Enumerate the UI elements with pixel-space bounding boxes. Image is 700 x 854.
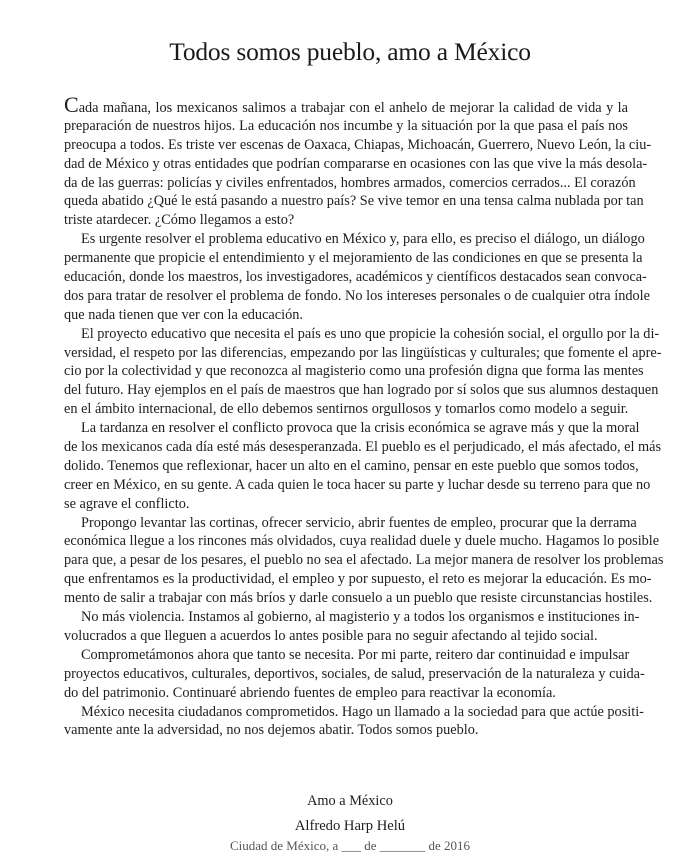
text-line: Comprometámonos ahora que tanto se necesita. Por mi parte, reitero dar continuidad e impulsar [81, 646, 630, 663]
paragraph-6 [64, 608, 640, 646]
paragraph-1 [64, 92, 652, 230]
paragraph-4 [64, 419, 662, 513]
paragraph-7 [64, 646, 645, 703]
text-line: que nada tienen que ver con la educación. [64, 306, 303, 323]
text-line: para que, a pesar de los pesares, el pueblo no sea el afectado. La mejor manera de resolver los problemas [64, 552, 664, 569]
text-line: do del patrimonio. Continuaré abriendo fuentes de empleo para reactivar la economía. [64, 684, 556, 701]
text-line: México necesita ciudadanos comprometidos. Hago un llamado a la sociedad para que actúe positi- [81, 703, 644, 720]
text-line: de los mexicanos cada día esté más desesperanzada. El pueblo es el perjudicado, el más afectado, el más [64, 439, 662, 456]
text-line: cio por la colectividad y que reconozca al magisterio como una profesión digna que forma las mentes [64, 363, 644, 380]
text-line: preparación de nuestros hijos. La educación nos incumbe y la situación por la que pasa el país nos [64, 117, 628, 134]
document-title: Todos somos pueblo, amo a México [169, 37, 531, 66]
paragraph-2 [64, 230, 650, 324]
text-line: del futuro. Hay ejemplos en el país de maestros que han logrado por sí solos que sus alumnos destaquen [64, 382, 659, 399]
signature: Alfredo Harp Helú [294, 818, 406, 834]
text-line: en el ámbito internacional, de ello debemos sentirnos orgullosos y tomarlos como modelo a seguir. [64, 401, 629, 418]
text-line: Es urgente resolver el problema educativo en México y, para ello, es preciso el diálogo, un diálogo [81, 231, 645, 248]
text-line: mento de salir a trabajar con más bríos y darle consuelo a un pueblo que resiste circunstancias hostiles. [64, 590, 653, 607]
place-date-line: Ciudad de México, a ___ de _______ de 2016 [229, 838, 471, 853]
text-line: ada mañana, los mexicanos salimos a trabajar con el anhelo de mejorar la calidad de vida y la [78, 100, 628, 116]
text-line: permanente que propicie el entendimiento y el mejoramiento de las condiciones en que se presenta la [64, 250, 643, 267]
dropcap-letter: C [64, 92, 79, 117]
text-line: dad de México y otras entidades que podrían compararse en ocasiones con las que vive la más desola- [64, 155, 648, 172]
text-line: La tardanza en resolver el conflicto provoca que la crisis económica se agrave más y que la moral [81, 420, 640, 437]
text-line: versidad, el respeto por las diferencias, empezando por las lingüísticas y culturales; que fomente el apre- [64, 344, 662, 361]
text-line: da de las guerras: policías y civiles enfrentados, hombres armados, comercios cerrados... El corazón [64, 174, 636, 191]
text-line: creer en México, en su gente. A cada quien le toca hacer su parte y luchar desde su terreno para que no [64, 476, 651, 493]
paragraph-5 [64, 514, 664, 608]
text-line: económica llegue a los rincones más olvidados, cuya realidad duele y duele mucho. Hagamos lo posible [64, 533, 660, 550]
document-body [64, 92, 664, 740]
text-line: No más violencia. Instamos al gobierno, al magisterio y a todos los organismos e instituciones in- [81, 609, 640, 626]
closing-line: Amo a México [307, 793, 393, 809]
text-line: volucrados a que lleguen a acuerdos lo antes posible para no seguir afectando al tejido social. [64, 627, 598, 644]
text-line: queda abatido ¿Qué le está pasando a nuestro país? Se vive temor en una tensa calma nublada por tan [64, 193, 644, 210]
text-line: educación, donde los maestros, los investigadores, académicos y científicos destacados sean convoca- [64, 269, 647, 286]
text-line: triste atardecer. ¿Cómo llegamos a esto? [64, 212, 295, 229]
text-line: proyectos educativos, culturales, deportivos, sociales, de salud, preservación de la naturaleza y cuida- [64, 665, 645, 682]
text-line: dos para tratar de resolver el problema de fondo. No los intereses personales o de cualquier otra índole [64, 287, 650, 304]
text-line: El proyecto educativo que necesita el país es uno que propicie la cohesión social, el orgullo por la di- [81, 325, 660, 342]
text-line: preocupa a todos. Es triste ver escenas de Oaxaca, Chiapas, Michoacán, Guerrero, Nuevo León, la ciu- [64, 136, 652, 153]
text-line: dolido. Tenemos que reflexionar, hacer un alto en el camino, pensar en este pueblo que somos todos, [64, 457, 639, 474]
text-line: vamente ante la adversidad, no nos dejemos abatir. Todos somos pueblo. [64, 722, 479, 739]
paragraph-3 [64, 325, 662, 419]
text-line: que enfrentamos es la productividad, el empleo y por supuesto, el reto es mejorar la educación. Es mo- [64, 571, 652, 588]
text-line: Propongo levantar las cortinas, ofrecer servicio, abrir fuentes de empleo, procurar que la derrama [81, 514, 637, 531]
paragraph-8 [64, 703, 644, 741]
text-line: se agrave el conflicto. [64, 495, 190, 512]
